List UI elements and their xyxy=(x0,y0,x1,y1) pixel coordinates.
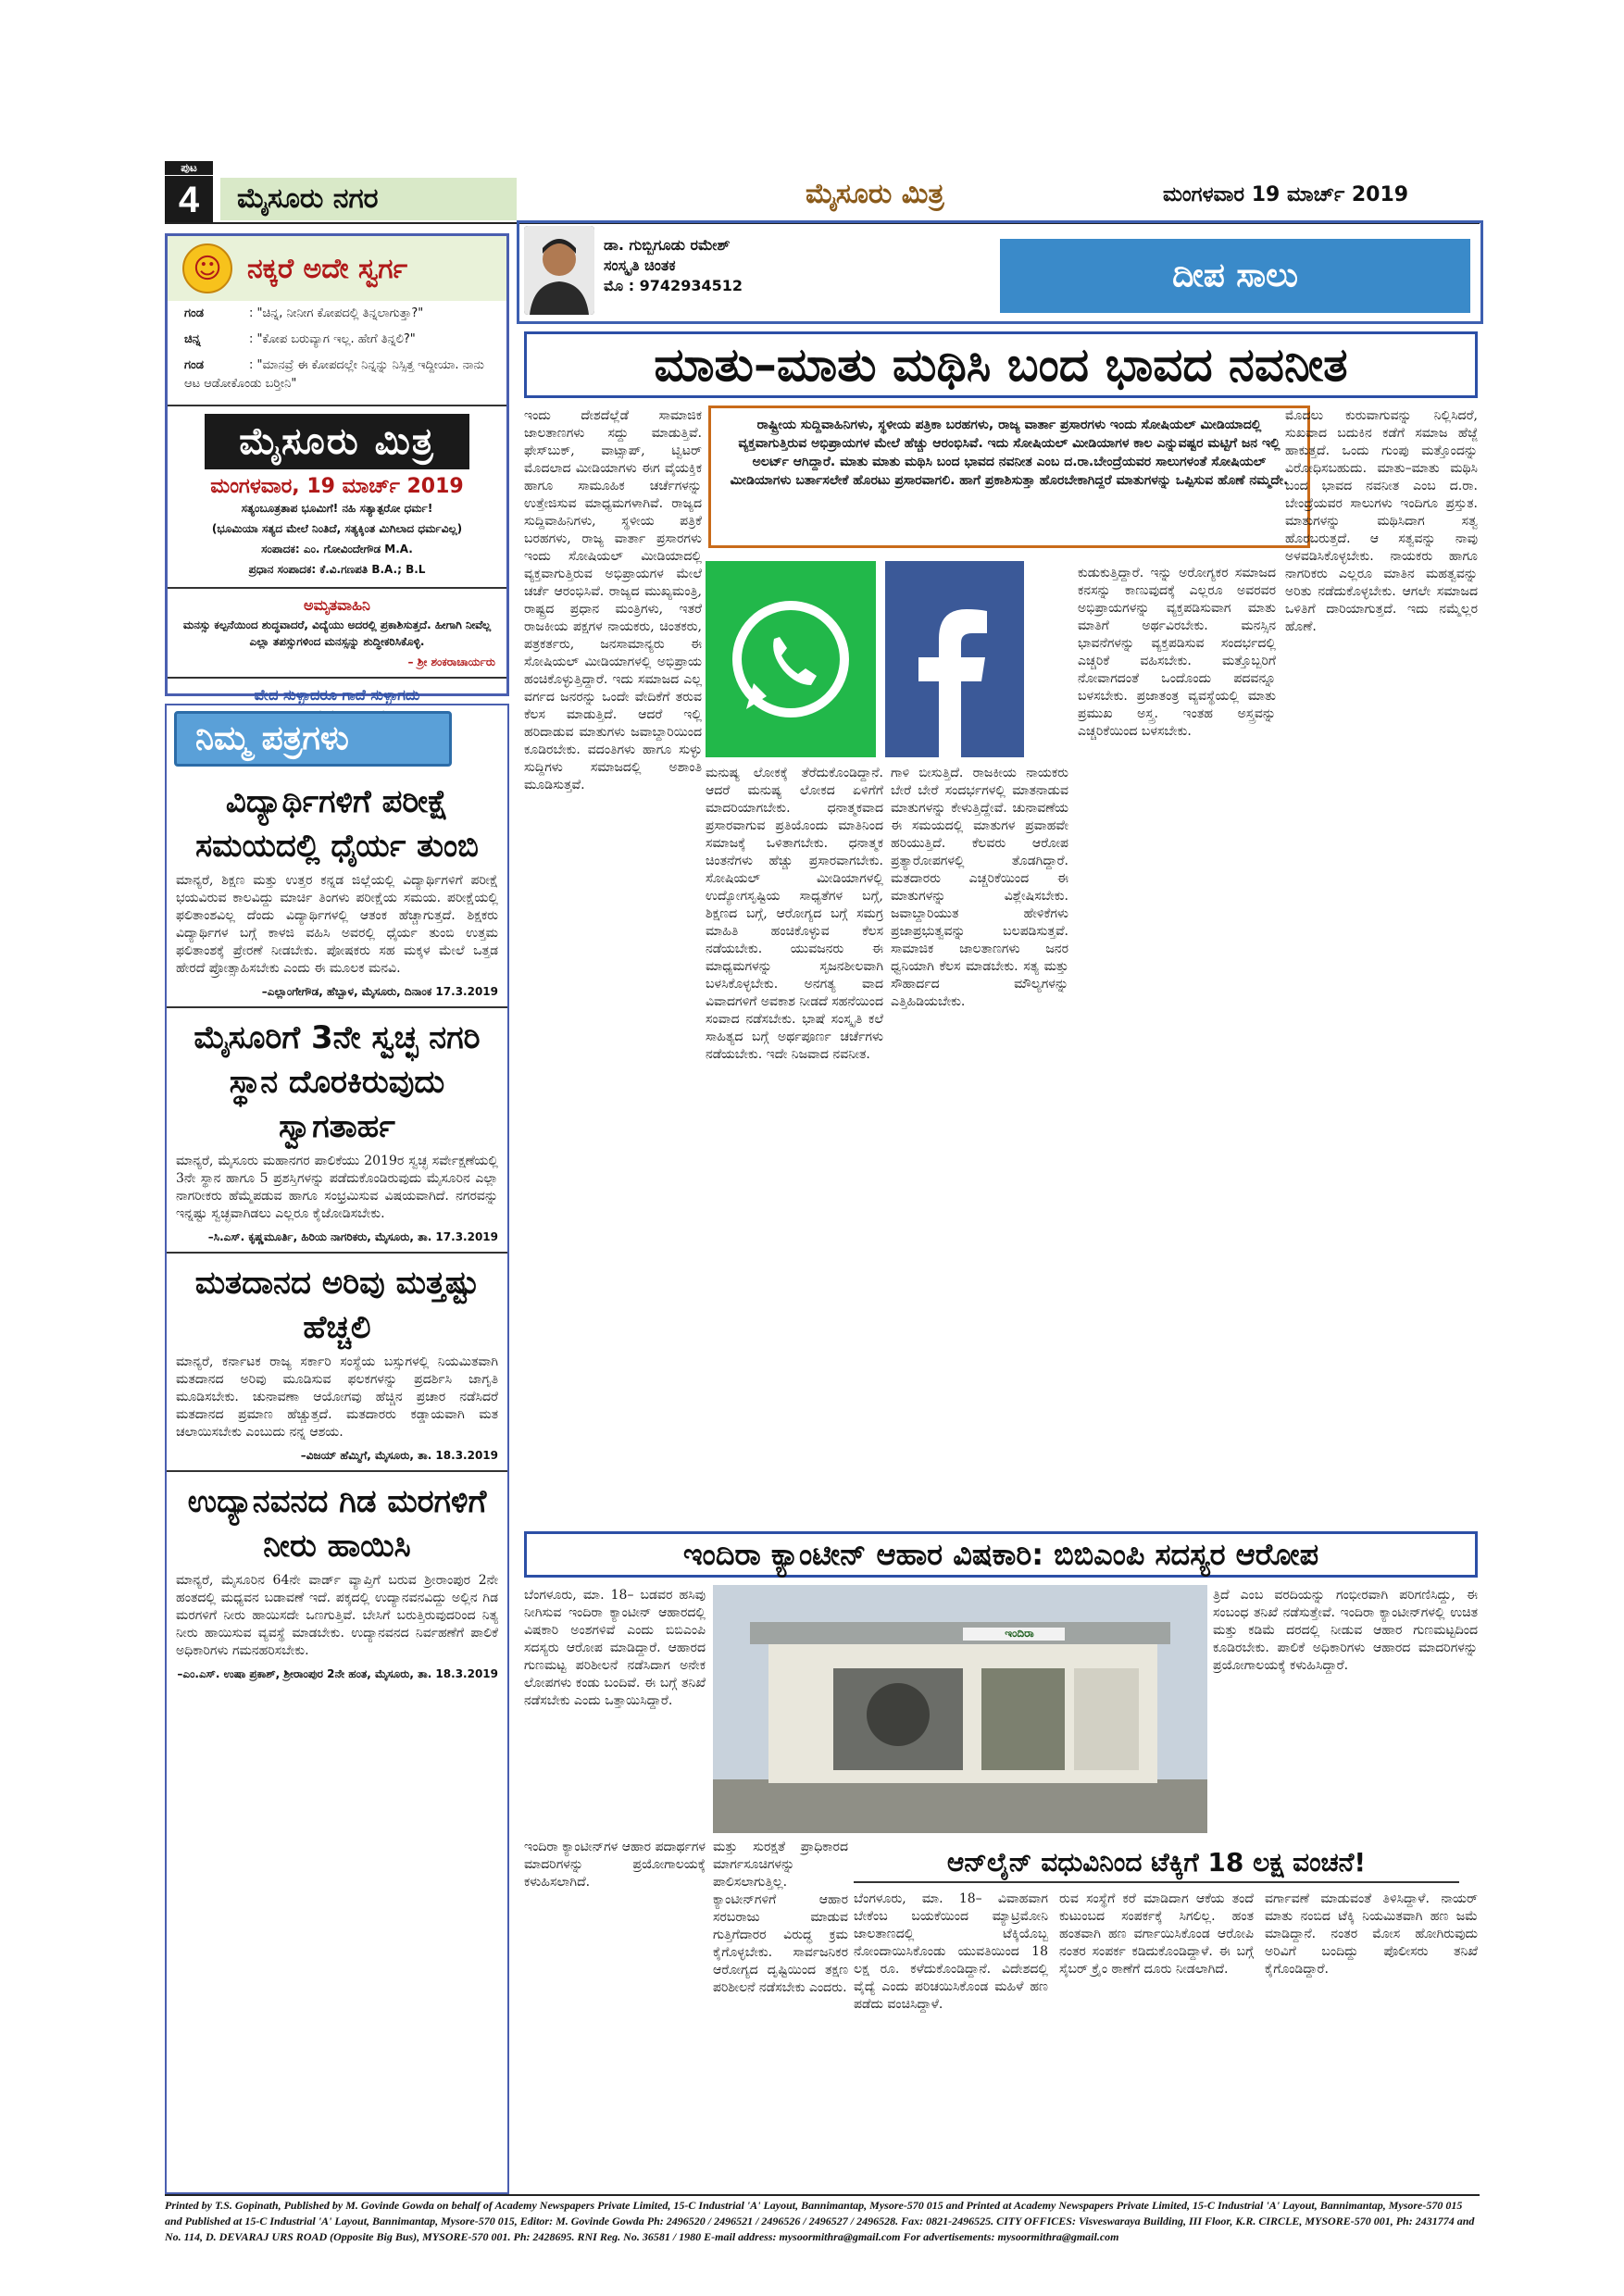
letter-headline: ಮೈಸೂರಿಗೆ 3ನೇ ಸ್ವಚ್ಛ ನಗರಿ ಸ್ಥಾನ ದೊರಕಿರುವುದು ಸ್ವಾಗತಾರ್ಹ xyxy=(194,1019,481,1145)
article-column: ವರ್ಗಾವಣೆ ಮಾಡುವಂತೆ ತಿಳಿಸಿದ್ದಾಳೆ. ನಾಯರ್ ಮಾತು ನಂಬಿದ ಟೆಕ್ಕಿ ನಿಯಮಿತವಾಗಿ ಹಣ ಜಮೆ ಮಾಡಿದ್ದಾನೆ. ನಂತರ ಮೋಸ ಹೋಗಿರುವುದು ಅರಿವಿಗೆ ಬಂದಿದ್ದು ಪೊಲೀಸರು ತನಿಖೆ ಕೈಗೊಂಡಿದ್ದಾರೆ. xyxy=(1265,1891,1478,1977)
motto-line: ಸತ್ಯಂಬೂತ್ರತಾಪ ಭೂಮಿಗೆ! ನಹಿ ಸತ್ಯಾತ್ಪರೋ ಧರ್ಮ! xyxy=(241,502,433,515)
facebook-logo xyxy=(885,561,1024,757)
photo-caption: ಇಂದಿರಾ ಕ್ಯಾಂಟೀನ್‌ಗಳ ಆಹಾರ ಪದಾರ್ಥಗಳ ಮಾದರಿಗಳನ್ನು ಪ್ರಯೋಗಾಲಯಕ್ಕೆ ಕಳುಹಿಸಲಾಗಿದೆ. xyxy=(524,1840,706,1890)
author-name: ಡಾ. ಗುಬ್ಬಿಗೂಡು ರಮೇಶ್ xyxy=(604,236,731,254)
nakkare-box xyxy=(165,233,509,704)
divider xyxy=(167,1470,507,1472)
divider xyxy=(168,405,506,406)
imprint-line: Printed by T.S. Gopinath, Published by M. Govinde Gowda on behalf of Academy Newspapers Private Limited, 15-C Industrial 'A' Layout, Bannimantap, Mysore-570 015 and Printed at Academy Newspapers Private Limited, 15-C Industrial 'A' Layout, Bannimantap, Mysore-570 015 and Published at 15-C Industrial 'A' Layout, Bannimantap, Mysore-570 015, Editor: M. Govinde Gowda Ph: 2496520 / 2496521 / 2496526 / 2496527 / 2496528. Fax: 0821-2496525. CITY OFFICES: Visveswaraya Building, III Floor, K.R. CIRCLE, MYSORE-570 001, Ph: 2431774 and No. 114, D. DEVARAJ URS ROAD (Opposite Big Bus), MYSORE-570 001. Ph: 2428695. RNI Reg. No. 36581 / 1980 E-mail address: mysoormithra@gmail.com For advertisements: mysoormithra@gmail.com xyxy=(165,2199,1475,2243)
amrut-signature: – ಶ್ರೀ ಶಂಕರಾಚಾರ್ಯರು xyxy=(407,655,495,668)
article-column: ಮೊದಲು ಕುರುವಾಗುವನ್ನು ನಿಲ್ಲಿಸಿದರೆ, ಸುಖವಾದ ಬದುಕಿನ ಕಡೆಗೆ ಸಮಾಜ ಹೆಜ್ಜೆ ಹಾಕುತ್ತದೆ. ಒಂದು ಗುಂಪು ಮತ್ತೊಂದನ್ನು ವಿರೋಧಿಸಬಹುದು. ಮಾತು–ಮಾತು ಮಥಿಸಿ ಬಂದ ಭಾವದ ನವನೀತ ಎಂಬ ದ.ರಾ. ಬೇಂದ್ರೆಯವರ ಸಾಲುಗಳು ಇಂದಿಗೂ ಪ್ರಸ್ತುತ. ಮಾತುಗಳನ್ನು ಮಥಿಸಿದಾಗ ಸತ್ವ ಹೊರಬರುತ್ತದೆ. ಆ ಸತ್ವವನ್ನು ನಾವು ಅಳವಡಿಸಿಕೊಳ್ಳಬೇಕು. ನಾಯಕರು ಹಾಗೂ ನಾಗರಿಕರು ಎಲ್ಲರೂ ಮಾತಿನ ಮಹತ್ವವನ್ನು ಅರಿತು ನಡೆದುಕೊಳ್ಳಬೇಕು. ಆಗಲೇ ಸಮಾಜದ ಒಳಿತಿಗೆ ದಾರಿಯಾಗುತ್ತದೆ. ಇದು ನಮ್ಮೆಲ್ಲರ ಹೊಣೆ. xyxy=(1285,408,1478,634)
author-photo xyxy=(524,226,594,315)
editor-line: ಸಂಪಾದಕ: ಎಂ. ಗೋವಿಂದೇಗೌಡ M.A. xyxy=(261,543,413,555)
divider xyxy=(168,587,506,589)
amrut-title: ಅಮೃತವಾಹಿನಿ xyxy=(304,596,370,614)
veda-title: ವೇದ ಸುಳ್ಳಾದರೂ ಗಾದೆ ಸುಳ್ಳಾಗದು xyxy=(254,686,420,704)
masthead-logo: ಮೈಸೂರು ಮಿತ್ರ xyxy=(205,414,469,469)
nakkare-title: ನಕ್ಕರೆ ಅದೇ ಸ್ವರ್ಗ xyxy=(247,252,408,285)
author-byline xyxy=(604,235,743,296)
main-headline: ಮಾತು–ಮಾತು ಮಥಿಸಿ ಬಂದ ಭಾವದ ನವನೀತ xyxy=(524,331,1478,398)
canteen-photo xyxy=(713,1585,1207,1833)
author-role: ಸಂಸ್ಕೃತಿ ಚಿಂತಕ xyxy=(604,256,676,274)
letter-headline: ವಿದ್ಯಾರ್ಥಿಗಳಿಗೆ ಪರೀಕ್ಷೆ ಸಮಯದಲ್ಲಿ ಧೈರ್ಯ ತುಂಬಿ xyxy=(195,783,479,865)
article-column: ಇಂದು ದೇಶದೆಲ್ಲೆಡೆ ಸಾಮಾಜಿಕ ಜಾಲತಾಣಗಳು ಸದ್ದು ಮಾಡುತ್ತಿವೆ. ಫೇಸ್‌ಬುಕ್, ವಾಟ್ಸಾಪ್, ಟ್ವಿಟರ್ ಮೊದಲಾದ ಮೀಡಿಯಾಗಳು ಈಗ ವೈಯಕ್ತಿಕ ಹಾಗೂ ಸಾಮೂಹಿಕ ಚರ್ಚೆಗಳನ್ನು ಉತ್ತೇಜಿಸುವ ಮಾಧ್ಯಮಗಳಾಗಿವೆ. ರಾಜ್ಯದ ಸುದ್ದಿವಾಹಿನಿಗಳು, ಸ್ಥಳೀಯ ಪತ್ರಿಕೆ ಬರಹಗಳು, ರಾಜ್ಯ ವಾರ್ತಾ ಪ್ರಸಾರಗಳು ಇಂದು ಸೋಷಿಯಲ್ ಮೀಡಿಯಾದಲ್ಲಿ ವ್ಯಕ್ತವಾಗುತ್ತಿರುವ ಅಭಿಪ್ರಾಯಗಳ ಮೇಲೆ ಚರ್ಚೆ ಆರಂಭಿಸಿವೆ. ರಾಜ್ಯದ ಮುಖ್ಯಮಂತ್ರಿ, ರಾಷ್ಟ್ರದ ಪ್ರಧಾನ ಮಂತ್ರಿಗಳು, ಇತರೆ ರಾಜಕೀಯ ಪಕ್ಷಗಳ ನಾಯಕರು, ಚಿಂತಕರು, ಪತ್ರಕರ್ತರು, ಜನಸಾಮಾನ್ಯರು ಈ ಸೋಷಿಯಲ್ ಮೀಡಿಯಾಗಳಲ್ಲಿ ಅಭಿಪ್ರಾಯ ಹಂಚಿಕೊಳ್ಳುತ್ತಿದ್ದಾರೆ. ಇದು ಸಮಾಜದ ಎಲ್ಲ ವರ್ಗದ ಜನರನ್ನು ಒಂದೇ ವೇದಿಕೆಗೆ ತರುವ ಕೆಲಸ ಮಾಡುತ್ತಿದೆ. ಆದರೆ ಇಲ್ಲಿ ಹರಿದಾಡುವ ಮಾತುಗಳು ಜವಾಬ್ದಾರಿಯಿಂದ ಕೂಡಿರಬೇಕು. ವದಂತಿಗಳು ಹಾಗೂ ಸುಳ್ಳು ಸುದ್ದಿಗಳು ಸಮಾಜದಲ್ಲಿ ಅಶಾಂತಿ ಮೂಡಿಸುತ್ತವೆ. xyxy=(524,408,702,792)
online-headline: ಆನ್‌ಲೈನ್ ವಧುವಿನಿಂದ ಟೆಕ್ಕಿಗೆ 18 ಲಕ್ಷ ವಂಚನೆ! xyxy=(854,1842,1459,1883)
amrut-text: ಮನಸ್ಸು ಕಲ್ಪನೆಯಿಂದ ಶುದ್ಧವಾದರೆ, ವಿದ್ಯೆಯು ಅದರಲ್ಲಿ ಪ್ರಕಾಶಿಸುತ್ತದೆ. ಹೀಗಾಗಿ ನೀವೆಲ್ಲ ಎಲ್ಲಾ ತಪಸ್ಸುಗಳಿಂದ ಮನಸ್ಸನ್ನು ಶುದ್ಧೀಕರಿಸಿಕೊಳ್ಳಿ. xyxy=(182,618,492,648)
issue-date: ಮಂಗಳವಾರ, 19 ಮಾರ್ಚ್ 2019 xyxy=(210,475,464,498)
article-column: ತ್ರಿದೆ ಎಂಬ ವರದಿಯನ್ನು ಗಂಭೀರವಾಗಿ ಪರಿಗಣಿಸಿದ್ದು, ಈ ಸಂಬಂಧ ತನಿಖೆ ನಡೆಸುತ್ತೇವೆ. ಇಂದಿರಾ ಕ್ಯಾಂಟೀನ್‌ಗಳಲ್ಲಿ ಉಚಿತ ಮತ್ತು ಕಡಿಮೆ ದರದಲ್ಲಿ ನೀಡುವ ಆಹಾರ ಗುಣಮಟ್ಟದಿಂದ ಕೂಡಿರಬೇಕು. ಪಾಲಿಕೆ ಅಧಿಕಾರಿಗಳು ಆಹಾರದ ಮಾದರಿಗಳನ್ನು ಪ್ರಯೋಗಾಲಯಕ್ಕೆ ಕಳುಹಿಸಿದ್ದಾರೆ. xyxy=(1213,1588,1478,1673)
article-column: ರುವ ಸಂಸ್ಥೆಗೆ ಕರೆ ಮಾಡಿದಾಗ ಆಕೆಯ ತಂದೆ ಕುಟುಂಬದ ಸಂಪರ್ಕಕ್ಕೆ ಸಿಗಲಿಲ್ಲ. ಹಂತ ಹಂತವಾಗಿ ಹಣ ವರ್ಗಾಯಿಸಿಕೊಂಡ ಆರೋಪಿ ನಂತರ ಸಂಪರ್ಕ ಕಡಿದುಕೊಂಡಿದ್ದಾಳೆ. ಈ ಬಗ್ಗೆ ಸೈಬರ್ ಕ್ರೈಂ ಠಾಣೆಗೆ ದೂರು ನೀಡಲಾಗಿದೆ. xyxy=(1059,1891,1254,1977)
nakkare-header xyxy=(168,236,506,301)
canteen-headline: ಇಂದಿರಾ ಕ್ಯಾಂಟೀನ್ ಆಹಾರ ವಿಷಕಾರಿ: ಬಿಬಿಎಂಪಿ ಸದಸ್ಯರ ಆರೋಪ xyxy=(524,1531,1478,1578)
article-column: ಮತ್ತು ಸುರಕ್ಷತೆ ಪ್ರಾಧಿಕಾರದ ಮಾರ್ಗಸೂಚಿಗಳನ್ನು ಪಾಲಿಸಲಾಗುತ್ತಿಲ್ಲ. ಕ್ಯಾಂಟೀನ್‌ಗಳಿಗೆ ಆಹಾರ ಸರಬರಾಜು ಮಾಡುವ ಗುತ್ತಿಗೆದಾರರ ವಿರುದ್ಧ ಕ್ರಮ ಕೈಗೊಳ್ಳಬೇಕು. ಸಾರ್ವಜನಿಕರ ಆರೋಗ್ಯದ ದೃಷ್ಟಿಯಿಂದ ತಕ್ಷಣ ಪರಿಶೀಲನೆ ನಡೆಸಬೇಕು ಎಂದರು. xyxy=(713,1840,848,1995)
letter-headline: ಉದ್ಯಾನವನದ ಗಿಡ ಮರಗಳಿಗೆ ನೀರು ಹಾಯಿಸಿ xyxy=(187,1483,487,1565)
page-number: 4 xyxy=(165,176,213,224)
laughing-face-icon: ☺ xyxy=(182,243,232,293)
masthead-small: ಮೈಸೂರು ಮಿತ್ರ xyxy=(806,178,944,210)
facebook-icon xyxy=(885,561,1024,757)
building-icon xyxy=(713,1585,1207,1833)
whatsapp-logo xyxy=(706,561,876,757)
person-icon xyxy=(524,226,594,315)
article-column: ಮನುಷ್ಯ ಲೋಕಕ್ಕೆ ತೆರೆದುಕೊಂಡಿದ್ದಾನೆ. ಆದರೆ ಮನುಷ್ಯ ಲೋಕದ ಏಳಿಗೆಗೆ ಮಾದರಿಯಾಗಬೇಕು. ಧನಾತ್ಮಕವಾದ ಪ್ರಸಾರವಾಗುವ ಪ್ರತಿಯೊಂದು ಮಾತಿನಿಂದ ಸಮಾಜಕ್ಕೆ ಒಳಿತಾಗಬೇಕು. ಧನಾತ್ಮಕ ಚಿಂತನೆಗಳು ಹೆಚ್ಚು ಪ್ರಸಾರವಾಗಬೇಕು. ಸೋಷಿಯಲ್ ಮೀಡಿಯಾಗಳಲ್ಲಿ ಉದ್ಯೋಗಸೃಷ್ಟಿಯ ಸಾಧ್ಯತೆಗಳ ಬಗ್ಗೆ, ಶಿಕ್ಷಣದ ಬಗ್ಗೆ, ಆರೋಗ್ಯದ ಬಗ್ಗೆ ಸಮಗ್ರ ಮಾಹಿತಿ ಹಂಚಿಕೊಳ್ಳುವ ಕೆಲಸ ನಡೆಯಬೇಕು. ಯುವಜನರು ಈ ಮಾಧ್ಯಮಗಳನ್ನು ಸೃಜನಶೀಲವಾಗಿ ಬಳಸಿಕೊಳ್ಳಬೇಕು. ಅನಗತ್ಯ ವಾದ ವಿವಾದಗಳಿಗೆ ಅವಕಾಶ ನೀಡದೆ ಸಹನೆಯಿಂದ ಸಂವಾದ ನಡೆಸಬೇಕು. ಭಾಷೆ ಸಂಸ್ಕೃತಿ ಕಲೆ ಸಾಹಿತ್ಯದ ಬಗ್ಗೆ ಅರ್ಥಪೂರ್ಣ ಚರ್ಚೆಗಳು ನಡೆಯಬೇಕು. ಇದೇ ನಿಜವಾದ ನವನೀತ. xyxy=(706,766,883,1062)
article-column: ಕುಡುಕುತ್ತಿದ್ದಾರೆ. ಇನ್ನು ಅರೋಗ್ಯಕರ ಸಮಾಜದ ಕನಸನ್ನು ಕಾಣುವುದಕ್ಕೆ ಎಲ್ಲರೂ ಅವರವರ ಅಭಿಪ್ರಾಯಗಳನ್ನು ವ್ಯಕ್ತಪಡಿಸುವಾಗ ಮಾತು ಮಾತಿಗೆ ಅರ್ಥವಿರಬೇಕು. ಮನಸ್ಸಿನ ಭಾವನೆಗಳನ್ನು ವ್ಯಕ್ತಪಡಿಸುವ ಸಂದರ್ಭದಲ್ಲಿ ಎಚ್ಚರಿಕೆ ವಹಿಸಬೇಕು. ಮತ್ತೊಬ್ಬರಿಗೆ ನೋವಾಗದಂತೆ ಒಂದೊಂದು ಪದವನ್ನೂ ಬಳಸಬೇಕು. ಪ್ರಜಾತಂತ್ರ ವ್ಯವಸ್ಥೆಯಲ್ಲಿ ಮಾತು ಪ್ರಮುಖ ಅಸ್ತ್ರ. ಇಂತಹ ಅಸ್ತ್ರವನ್ನು ಎಚ್ಚರಿಕೆಯಿಂದ ಬಳಸಬೇಕು. xyxy=(1078,566,1276,739)
whatsapp-icon xyxy=(706,561,876,757)
joke-line: ಗಂಡ : "ಮಾನವ್ರೆ ಈ ಕೋಪದಲ್ಲೇ ನಿನ್ನನ್ನು ನಿಸ್ಸಿತ್ತ ಇದ್ದೀಯಾ. ನಾನು ಆಟ ಆಡೋಕೊಂಡು ಬರ್‍ತೀನಿ" xyxy=(184,358,484,391)
chief-editor-line: ಪ್ರಧಾನ ಸಂಪಾದಕ: ಕೆ.ವಿ.ಗಣಪತಿ B.A.; B.L xyxy=(248,563,426,576)
canteen-signboard: ಇಂದಿರಾ xyxy=(1005,1627,1034,1640)
divider xyxy=(167,1006,507,1008)
letter-body: ಮಾನ್ಯರೆ, ಮೈಸೂರಿನ 64ನೇ ವಾರ್ಡ್ ವ್ಯಾಪ್ತಿಗೆ ಬರುವ ಶ್ರೀರಾಂಪುರ 2ನೇ ಹಂತದಲ್ಲಿ ಮಧ್ಯವನ ಬಡಾವಣೆ ಇದೆ. ಪಕ್ಕದಲ್ಲಿ ಉದ್ಯಾನವನವಿದ್ದು ಅಲ್ಲಿನ ಗಿಡ ಮರಗಳಿಗೆ ನೀರು ಹಾಯಿಸದೇ ಒಣಗುತ್ತಿವೆ. ಬೇಸಿಗೆ ಬರುತ್ತಿರುವುದರಿಂದ ನಿತ್ಯ ನೀರು ಹಾಯಿಸುವ ವ್ಯವಸ್ಥೆ ಮಾಡಬೇಕು. ಉದ್ಯಾನವನದ ನಿರ್ವಹಣೆಗೆ ಪಾಲಿಕೆ ಅಧಿಕಾರಿಗಳು ಗಮನಹರಿಸಬೇಕು. xyxy=(176,1573,498,1658)
letter-signature: –ಎಲ್ಲಾಂಗೇಗೌಡ, ಹೆಬ್ಬಾಳ, ಮೈಸೂರು, ದಿನಾಂಕ 17.3.2019 xyxy=(261,985,498,998)
article-column: ಬೆಂಗಳೂರು, ಮಾ. 18– ಬಡವರ ಹಸಿವು ನೀಗಿಸುವ ಇಂದಿರಾ ಕ್ಯಾಂಟೀನ್‌ ಆಹಾರದಲ್ಲಿ ವಿಷಕಾರಿ ಅಂಶಗಳಿವೆ ಎಂದು ಬಿಬಿಎಂಪಿ ಸದಸ್ಯರು ಆರೋಪ ಮಾಡಿದ್ದಾರೆ. ಆಹಾರದ ಗುಣಮಟ್ಟ ಪರಿಶೀಲನೆ ನಡೆಸಿದಾಗ ಅನೇಕ ಲೋಪಗಳು ಕಂಡು ಬಂದಿವೆ. ಈ ಬಗ್ಗೆ ತನಿಖೆ ನಡೆಸಬೇಕು ಎಂದು ಒತ್ತಾಯಿಸಿದ್ದಾರೆ. xyxy=(524,1588,706,1708)
article-column: ಗಾಳಿ ಬೀಸುತ್ತಿದೆ. ರಾಜಕೀಯ ನಾಯಕರು ಬೇರೆ ಬೇರೆ ಸಂದರ್ಭಗಳಲ್ಲಿ ಮಾತನಾಡುವ ಮಾತುಗಳನ್ನು ಕೇಳುತ್ತಿದ್ದೇವೆ. ಚುನಾವಣೆಯ ಈ ಸಮಯದಲ್ಲಿ ಮಾತುಗಳ ಪ್ರವಾಹವೇ ಹರಿಯುತ್ತಿದೆ. ಕೆಲವರು ಆರೋಪ ಪ್ರತ್ಯಾರೋಪಗಳಲ್ಲಿ ತೊಡಗಿದ್ದಾರೆ. ಮತದಾರರು ಎಚ್ಚರಿಕೆಯಿಂದ ಈ ಮಾತುಗಳನ್ನು ವಿಶ್ಲೇಷಿಸಬೇಕು. ಜವಾಬ್ದಾರಿಯುತ ಹೇಳಿಕೆಗಳು ಪ್ರಜಾಪ್ರಭುತ್ವವನ್ನು ಬಲಪಡಿಸುತ್ತವೆ. ಸಾಮಾಜಿಕ ಜಾಲತಾಣಗಳು ಜನರ ಧ್ವನಿಯಾಗಿ ಕೆಲಸ ಮಾಡಬೇಕು. ಸತ್ಯ ಮತ್ತು ಸೌಹಾರ್ದದ ಮೌಲ್ಯಗಳನ್ನು ಎತ್ತಿಹಿಡಿಯಬೇಕು. xyxy=(891,766,1068,1009)
letters-section xyxy=(165,704,509,2194)
divider xyxy=(167,1252,507,1254)
article-column: ಬೆಂಗಳೂರು, ಮಾ. 18– ವಿವಾಹವಾಗ ಬೇಕೆಂಬ ಬಯಕೆಯಿಂದ ಮ್ಯಾಟ್ರಿಮೋನಿ ಜಾಲತಾಣದಲ್ಲಿ ಟೆಕ್ಕಿಯೊಬ್ಬ ನೋಂದಾಯಿಸಿಕೊಂಡು ಯುವತಿಯಿಂದ 18 ಲಕ್ಷ ರೂ. ಕಳೆದುಕೊಂಡಿದ್ದಾನೆ. ವಿದೇಶದಲ್ಲಿ ವೈದ್ಯೆ ಎಂದು ಪರಿಚಯಿಸಿಕೊಂಡ ಮಹಿಳೆ ಹಣ ಪಡೆದು ವಂಚಿಸಿದ್ದಾಳೆ. xyxy=(854,1891,1048,2012)
section-title: ಮೈಸೂರು ನಗರ xyxy=(220,178,517,220)
joke-line: ಗಂಡ : "ಚಿನ್ನ, ನೀನೀಗ ಕೋಪದಲ್ಲಿ ತಿನ್ನಲಾಗುತ್ತಾ?" xyxy=(184,306,424,320)
letter-body: ಮಾನ್ಯರೆ, ಶಿಕ್ಷಣ ಮತ್ತು ಉತ್ತರ ಕನ್ನಡ ಜಿಲ್ಲೆಯಲ್ಲಿ ವಿದ್ಯಾರ್ಥಿಗಳಿಗೆ ಪರೀಕ್ಷೆ ಭಯವಿರುವ ಕಾಲವಿದ್ದು ಮಾರ್ಚಿ ತಿಂಗಳು ಪರೀಕ್ಷೆಯ ಸಮಯ. ಪರೀಕ್ಷೆಯಲ್ಲಿ ಫಲಿತಾಂಶವಿಲ್ಲ ದೆಂದು ವಿದ್ಯಾರ್ಥಿಗಳಲ್ಲಿ ಆತಂಕ ಹೆಚ್ಚಾಗುತ್ತದೆ. ಶಿಕ್ಷಕರು ವಿದ್ಯಾರ್ಥಿಗಳ ಬಗ್ಗೆ ಕಾಳಜಿ ವಹಿಸಿ ಅವರಲ್ಲಿ ಧೈರ್ಯ ತುಂಬಿ ಉತ್ತಮ ಫಲಿತಾಂಶಕ್ಕೆ ಪ್ರೇರಣೆ ನೀಡಬೇಕು. ಪೋಷಕರು ಸಹ ಮಕ್ಕಳ ಮೇಲೆ ಒತ್ತಡ ಹೇರದೆ ಪ್ರೋತ್ಸಾಹಿಸಬೇಕು ಎಂದು ಈ ಮೂಲಕ ಮನವಿ. xyxy=(176,873,498,976)
motto-translation: (ಭೂಮಿಯಾ ಸತ್ಯದ ಮೇಲೆ ನಿಂತಿದೆ, ಸತ್ಯಕ್ಕಿಂತ ಮಿಗಿಲಾದ ಧರ್ಮವಿಲ್ಲ) xyxy=(211,522,463,535)
page-label: ಪುಟ xyxy=(165,161,213,175)
joke-line: ಚಿನ್ನ : "ಕೋಪ ಬರುವ್ಯಾಗ ಇಲ್ಲ. ಹೇಗೆ ತಿನ್ನಲಿ?" xyxy=(184,332,416,346)
letter-body: ಮಾನ್ಯರೆ, ಮೈಸೂರು ಮಹಾನಗರ ಪಾಲಿಕೆಯು 2019ರ ಸ್ವಚ್ಛ ಸರ್ವೇಕ್ಷಣೆಯಲ್ಲಿ 3ನೇ ಸ್ಥಾನ ಹಾಗೂ 5 ಪ್ರಶಸ್ತಿಗಳನ್ನು ಪಡೆದುಕೊಂಡಿರುವುದು ಮೈಸೂರಿನ ಎಲ್ಲಾ ನಾಗರೀಕರು ಹೆಮ್ಮೆಪಡುವ ಹಾಗೂ ಸಂಭ್ರಮಿಸುವ ವಿಷಯವಾಗಿದೆ. ನಗರವನ್ನು ಇನ್ನಷ್ಟು ಸ್ವಚ್ಛವಾಗಿಡಲು ಎಲ್ಲರೂ ಕೈಜೋಡಿಸಬೇಕು. xyxy=(176,1154,498,1221)
letters-title: ನಿಮ್ಮ ಪತ್ರಗಳು xyxy=(174,711,452,767)
author-phone: ಮೊ : 9742934512 xyxy=(604,277,743,294)
divider xyxy=(168,677,506,679)
letter-signature: –ಸಿ.ಎಸ್. ಕೃಷ್ಣಮೂರ್ತಿ, ಹಿರಿಯ ನಾಗರಿಕರು, ಮೈಸೂರು, ತಾ. 17.3.2019 xyxy=(207,1230,498,1243)
date-line: ಮಂಗಳವಾರ 19 ಮಾರ್ಚ್ 2019 xyxy=(1163,183,1409,206)
letter-body: ಮಾನ್ಯರೆ, ಕರ್ನಾಟಕ ರಾಜ್ಯ ಸರ್ಕಾರಿ ಸಂಸ್ಥೆಯ ಬಸ್ಸುಗಳಲ್ಲಿ ನಿಯಮಿತವಾಗಿ ಮತದಾನದ ಅರಿವು ಮೂಡಿಸುವ ಫಲಕಗಳನ್ನು ಪ್ರದರ್ಶಿಸಿ ಜಾಗೃತಿ ಮೂಡಿಸಬೇಕು. ಚುನಾವಣಾ ಆಯೋಗವು ಹೆಚ್ಚಿನ ಪ್ರಚಾರ ನಡೆಸಿದರೆ ಮತದಾನದ ಪ್ರಮಾಣ ಹೆಚ್ಚುತ್ತದೆ. ಮತದಾರರು ಕಡ್ಡಾಯವಾಗಿ ಮತ ಚಲಾಯಿಸಬೇಕು ಎಂಬುದು ನನ್ನ ಆಶಯ. xyxy=(176,1354,498,1440)
article-blurb: ರಾಷ್ಟ್ರೀಯ ಸುದ್ದಿವಾಹಿನಿಗಳು, ಸ್ಥಳೀಯ ಪತ್ರಿಕಾ ಬರಹಗಳು, ರಾಜ್ಯ ವಾರ್ತಾ ಪ್ರಸಾರಗಳು ಇಂದು ಸೋಷಿಯಲ್ ಮೀಡಿಯಾದಲ್ಲಿ ವ್ಯಕ್ತವಾಗುತ್ತಿರುವ ಅಭಿಪ್ರಾಯಗಳ ಮೇಲೆ ಹೆಚ್ಚು ಆರಂಭಿಸಿವೆ. ಇದು ಸೋಷಿಯಲ್ ಮೀಡಿಯಾಗಳ ಕಾಲ ಎನ್ನುವಷ್ಟರ ಮಟ್ಟಿಗೆ ಜನ ಇಲ್ಲಿ ಅಲರ್ಟ್ ಆಗಿದ್ದಾರೆ. ಮಾತು ಮಾತು ಮಥಿಸಿ ಬಂದ ಭಾವದ ನವನೀತ ಎಂಬ ದ.ರಾ.ಬೇಂದ್ರೆಯವರ ಸಾಲುಗಳಂತೆ ಸೋಷಿಯಲ್ ಮೀಡಿಯಾಗಳು ಬರ್ತಾಸಲೇಕೆ ಹೊರಟು ಪ್ರಸಾರವಾಗಲಿ. ಹಾಗೆ ಪ್ರಕಾಶಿಸುತ್ತಾ ಹೊರಬೇಕಾಗಿದ್ದರೆ ಮಾತುಗಳನ್ನು ಒಪ್ಪಿಸುವ ಹೊಣೆ ನಮ್ಮದೇ. xyxy=(708,406,1310,548)
letter-signature: –ವಿಜಯ್ ಹೆಮ್ಮಿಗೆ, ಮೈಸೂರು, ತಾ. 18.3.2019 xyxy=(300,1449,498,1462)
letter-headline: ಮತದಾನದ ಅರಿವು ಮತ್ತಷ್ಟು ಹೆಚ್ಚಲಿ xyxy=(194,1265,480,1346)
footer-rule xyxy=(165,2194,1480,2196)
column-name: ದೀಪ ಸಾಲು xyxy=(1000,239,1470,313)
letter-signature: –ಎಂ.ಎಸ್. ಉಷಾ ಪ್ರಕಾಶ್, ಶ್ರೀರಾಂಪುರ 2ನೇ ಹಂತ, ಮೈಸೂರು, ತಾ. 18.3.2019 xyxy=(177,1667,498,1680)
